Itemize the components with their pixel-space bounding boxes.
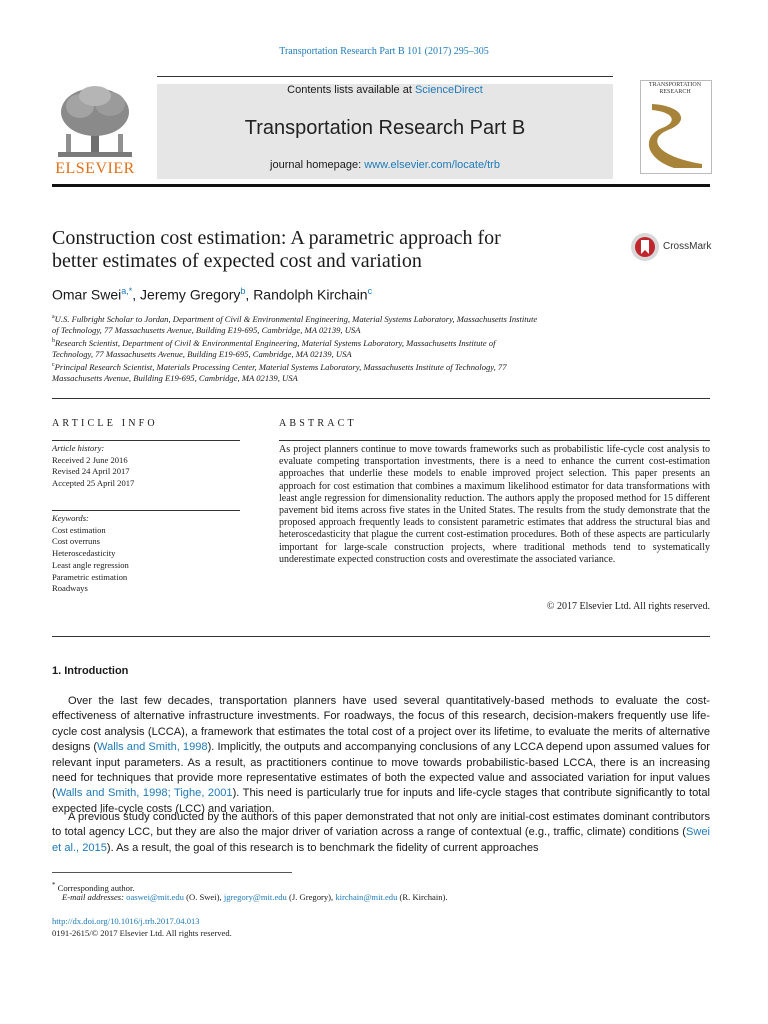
keyword: Roadways xyxy=(52,583,88,594)
abstract-rule xyxy=(279,440,710,441)
email-link[interactable]: jgregory@mit.edu xyxy=(223,892,287,902)
header-top-rule xyxy=(157,76,613,77)
sciencedirect-link[interactable]: ScienceDirect xyxy=(414,84,483,96)
journal-name: Transportation Research Part B xyxy=(244,117,526,139)
author-name: Omar Swei xyxy=(52,286,122,303)
paragraph-text: ). This need is particularly true for inputs and life-cycle stages that contribute significantly to total expected life-cycle costs (LCC) and variation. xyxy=(52,787,710,815)
affiliation-b xyxy=(52,336,622,361)
header-bottom-rule xyxy=(52,184,710,187)
email-link[interactable]: kirchain@mit.edu xyxy=(335,892,398,902)
abstract-heading: ABSTRACT xyxy=(279,418,357,429)
homepage-line xyxy=(157,159,613,171)
paper-title xyxy=(52,227,592,273)
article-info-heading: ARTICLE INFO xyxy=(52,418,158,429)
info-rule xyxy=(52,510,240,511)
crossmark-label[interactable]: CrossMark xyxy=(663,241,712,252)
contents-prefix: Contents lists available at xyxy=(287,84,415,96)
contents-line xyxy=(157,84,613,96)
author-name: Randolph Kirchain xyxy=(253,286,368,303)
doi-link[interactable]: http://dx.doi.org/10.1016/j.trb.2017.04.013 xyxy=(52,916,200,926)
elsevier-wordmark: ELSEVIER xyxy=(55,160,135,177)
keywords-label: Keywords: xyxy=(52,513,89,523)
received-date: Received 2 June 2016 xyxy=(52,454,128,465)
keywords-block xyxy=(52,513,129,595)
abstract-text: As project planners continue to move towards frameworks such as probabilistic life-cycle cost analysis to evaluate competing transportation investments, there is a need to enhance the current cost-estimation approaches that underlie these models to enable improved project selection. This paper presents an approach for cost estimation that combines a maximum likelihood estimator for data transformations with least angle regression for dimensionality reduction. The authors apply the proposed method for 15 different pavement bid items across five states in the United States. The results from the study demonstrate that the proposed approach frequently leads to consistent parametric estimates that address the structural bias and heteroscedasticity that plague the current cost-estimation procedures. Both of these aspects are particularly important for large-scale construction projects, where traditional methods tend to systematically underestimate expected construction costs and overestimate the associated variance. xyxy=(279,444,710,565)
affiliation-mark: c xyxy=(52,362,55,368)
email-label: E-mail addresses: xyxy=(62,892,124,902)
affiliation-text: of Technology, 77 Massachusetts Avenue, Building E19-695, Cambridge, MA 02139, USA xyxy=(52,325,361,336)
email-owner: (J. Gregory), xyxy=(286,892,336,902)
affiliation-text: Principal Research Scientist, Materials Processing Center, Material Systems Laboratory, Massachusetts Institute of Technology, 77 xyxy=(54,361,507,372)
crossmark-icon[interactable] xyxy=(630,232,660,262)
homepage-link[interactable]: www.elsevier.com/locate/trb xyxy=(364,159,500,171)
info-rule xyxy=(52,440,240,441)
affiliation-c xyxy=(52,360,622,385)
author-affiliation-mark[interactable]: c xyxy=(367,286,373,296)
section-heading-introduction: 1. Introduction xyxy=(52,665,129,677)
paragraph-text: ). Implicitly, the outputs and accompanying conclusions of any LCCA depend upon assumed values for relevant input parameters. As a result, as practitioners continue to move towards probabilistic-based LCCA, there is an increasing need for techniques that provide more representative estimates of both the expected value and associated variation for input values ( xyxy=(52,741,710,800)
keyword: Least angle regression xyxy=(52,559,129,570)
issn-line: 0191-2615/© 2017 Elsevier Ltd. All rights reserved. xyxy=(52,928,232,938)
paragraph-text: A previous study conducted by the authors of this paper demonstrated that not only are initial-cost estimates dominant contributors to total agency LCC, but they are also the major driver of variation across a range of contextual (e.g., traffic, climate) conditions ( xyxy=(52,811,710,839)
abstract-copyright: © 2017 Elsevier Ltd. All rights reserved. xyxy=(546,601,710,612)
affiliation-mark: a xyxy=(52,314,55,320)
author-separator: , xyxy=(245,286,254,303)
author-affiliation-mark[interactable]: b xyxy=(240,286,246,296)
affiliation-a xyxy=(52,312,622,337)
cover-title: TRANSPORTATION RESEARCH xyxy=(648,82,702,95)
footnote-rule xyxy=(52,872,292,873)
paragraph-text: Over the last few decades, transportation planners have used several quantitatively-based methods to evaluate the cost-effectiveness of alternative infrastructure investments. For roadways, the focus of this research, decision-makers frequently use life-cycle cost analysis (LCCA), a framework that estimates the total cost of a project over its lifetime, to evaluate the merits of alternative designs ( xyxy=(52,695,710,754)
section-rule xyxy=(52,398,710,399)
corresponding-author-note: * Corresponding author. xyxy=(52,881,135,893)
affiliation-text: Massachusetts Avenue, Building E19-695, Cambridge, MA 02139, USA xyxy=(52,373,298,384)
affiliation-mark: b xyxy=(52,338,55,344)
revised-date: Revised 24 April 2017 xyxy=(52,466,130,477)
affiliation-text: Technology, 77 Massachusetts Avenue, Building E19-695, Cambridge, MA 02139, USA xyxy=(52,349,352,360)
author-name: Jeremy Gregory xyxy=(140,286,241,303)
intro-paragraph-1 xyxy=(52,694,710,817)
affiliation-text: U.S. Fulbright Scholar to Jordan, Department of Civil & Environmental Engineering, Material Systems Laboratory, Massachusetts Institute xyxy=(54,313,538,324)
keyword: Heteroscedasticity xyxy=(52,548,116,559)
citation-link[interactable]: Walls and Smith, 1998 xyxy=(97,741,208,754)
homepage-prefix: journal homepage: xyxy=(270,159,365,171)
author-affiliation-mark[interactable]: a,* xyxy=(121,286,133,296)
keyword: Cost estimation xyxy=(52,524,106,535)
author-separator: , xyxy=(132,286,141,303)
article-history xyxy=(52,443,134,490)
email-link[interactable]: oaswei@mit.edu xyxy=(126,892,184,902)
section-rule xyxy=(52,636,710,637)
intro-paragraph-2 xyxy=(52,810,710,856)
email-footnote xyxy=(62,891,448,903)
keyword: Cost overruns xyxy=(52,536,100,547)
title-line-2: better estimates of expected cost and variation xyxy=(52,250,422,272)
citation-link[interactable]: Swei et al., 2015 xyxy=(52,826,710,854)
corresponding-text: Corresponding author. xyxy=(57,882,135,893)
keyword: Parametric estimation xyxy=(52,571,128,582)
affiliation-text: Research Scientist, Department of Civil & Environmental Engineering, Material Systems Laboratory, Massachusetts Institute of xyxy=(55,337,496,348)
journal-citation[interactable]: Transportation Research Part B 101 (2017) 295–305 xyxy=(279,46,489,57)
title-line-1: Construction cost estimation: A parametric approach for xyxy=(52,227,501,249)
accepted-date: Accepted 25 April 2017 xyxy=(52,478,135,489)
email-owner: (R. Kirchain). xyxy=(397,892,448,902)
author-list xyxy=(52,286,372,303)
cover-road-graphic xyxy=(644,100,706,168)
email-owner: (O. Swei), xyxy=(183,892,224,902)
citation-link[interactable]: Walls and Smith, 1998; Tighe, 2001 xyxy=(55,787,233,800)
history-label: Article history: xyxy=(52,443,105,453)
paragraph-text: ). As a result, the goal of this research is to benchmark the fidelity of current approaches xyxy=(106,841,539,854)
